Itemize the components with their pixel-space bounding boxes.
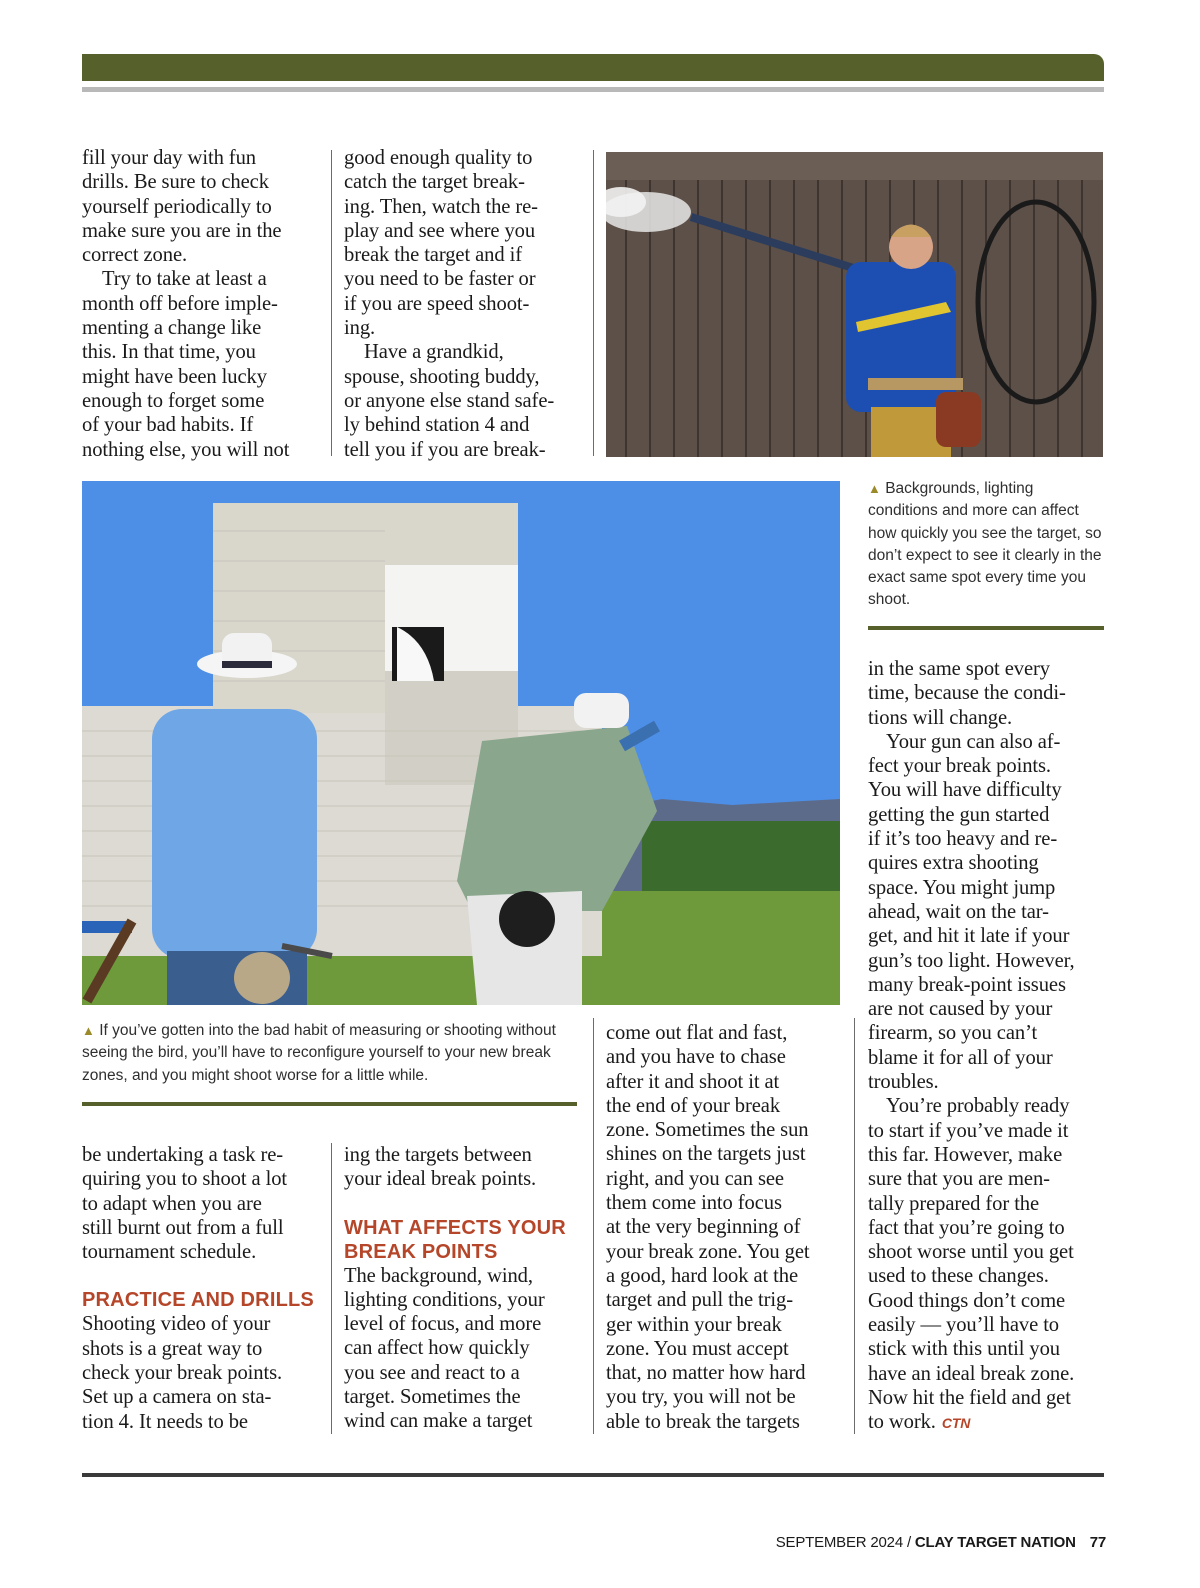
text-line: this far. However, make [868, 1143, 1063, 1166]
paragraph [344, 340, 589, 461]
text-line: You will have difficulty [868, 779, 1062, 802]
paragraph [344, 146, 589, 340]
text-line: or anyone else stand safe- [344, 389, 555, 412]
text-line: good enough quality to [344, 147, 533, 169]
text-line: Try to take at least a [102, 268, 267, 291]
text-line: Now hit the field and get [868, 1386, 1071, 1409]
text-line: Good things don’t come [868, 1289, 1066, 1312]
text-line: of your bad habits. If [82, 414, 254, 437]
column-2-bottom [344, 1143, 589, 1434]
paragraph [82, 1312, 322, 1433]
column-divider [854, 1018, 855, 1434]
caption-text: Backgrounds, lighting conditions and more can affect how quickly you see the target, so don’t expect to see it clearly in the exact same spot every time you shoot. [868, 480, 1102, 609]
text-line: after it and shoot it at [606, 1070, 780, 1093]
caption-rule [868, 626, 1104, 630]
text-line: Set up a camera on sta- [82, 1386, 272, 1409]
column-2-top [344, 146, 589, 462]
paragraph [82, 1143, 322, 1264]
paragraph [606, 1021, 846, 1434]
text-line: you need to be faster or [344, 268, 536, 291]
fence-shooter-illustration [606, 152, 1103, 457]
text-line: tions will change. [868, 706, 1013, 729]
text-line: play and see where you [344, 219, 536, 242]
text-line: still burnt out from a full [82, 1216, 284, 1239]
page-footer [776, 1534, 1106, 1551]
header-band [82, 54, 1104, 81]
caption-text: If you’ve gotten into the bad habit of measuring or shooting without seeing the bird, you’ll have to reconfigure yourself to your new break zones, and you might shoot worse for a little while. [82, 1022, 556, 1084]
text-line: easily — you’ll have to [868, 1314, 1060, 1337]
footer-separator: / [906, 1534, 911, 1551]
text-line: your break zone. You get [606, 1240, 810, 1263]
text-line: and you have to chase [606, 1046, 786, 1069]
text-line: them come into focus [606, 1192, 782, 1215]
text-line: nothing else, you will not [82, 438, 290, 461]
section-heading-practice: PRACTICE AND DRILLS [82, 1289, 314, 1312]
photo-shooter-fence [606, 152, 1103, 457]
column-1-top [82, 146, 322, 462]
paragraph [868, 1094, 1108, 1435]
heading-line: BREAK POINTS [344, 1240, 498, 1263]
text-line: ly behind station 4 and [344, 414, 530, 437]
footer-rule [82, 1473, 1104, 1477]
text-line: ahead, wait on the tar- [868, 900, 1049, 923]
text-line: tell you if you are break- [344, 438, 546, 461]
text-line: Your gun can also af- [886, 730, 1061, 753]
text-line: ing. Then, watch the re- [344, 195, 538, 218]
text-line: be undertaking a task re- [82, 1144, 284, 1166]
text-line: zone. Sometimes the sun [606, 1119, 809, 1142]
text-line: sure that you are men- [868, 1168, 1050, 1191]
text-line: target and pull the trig- [606, 1289, 793, 1312]
text-line: tournament schedule. [82, 1241, 257, 1264]
text-line: quires extra shooting [868, 852, 1039, 875]
column-divider [593, 1018, 594, 1434]
text-line: if it’s too heavy and re- [868, 828, 1058, 851]
text-line: troubles. [868, 1071, 939, 1094]
text-line: used to these changes. [868, 1265, 1049, 1288]
text-line: are not caused by your [868, 998, 1053, 1021]
text-line: yourself periodically to [82, 195, 272, 218]
text-line: break the target and if [344, 244, 523, 267]
caption-rule [82, 1102, 577, 1106]
text-line: shoot worse until you get [868, 1241, 1074, 1264]
trap-house-illustration [82, 481, 840, 1005]
text-line: quiring you to shoot a lot [82, 1168, 288, 1191]
paragraph [82, 146, 322, 267]
column-divider [593, 150, 594, 456]
text-line: fill your day with fun [82, 147, 256, 169]
text-line: many break-point issues [868, 973, 1066, 996]
text-line: at the very beginning of [606, 1216, 801, 1239]
text-line: gun’s too light. However, [868, 949, 1075, 972]
text-line: getting the gun started [868, 803, 1050, 826]
heading-line: WHAT AFFECTS YOUR [344, 1216, 566, 1239]
page-number: 77 [1089, 1534, 1106, 1551]
column-divider [331, 1143, 332, 1434]
header-rule [82, 87, 1104, 92]
text-line: tion 4. It needs to be [82, 1410, 248, 1433]
text-line: make sure you are in the [82, 219, 282, 242]
text-line: if you are speed shoot- [344, 292, 530, 315]
text-line: have an ideal break zone. [868, 1362, 1075, 1385]
text-line: ing the targets between [344, 1144, 532, 1166]
text-line: in the same spot every [868, 658, 1050, 680]
text-line: level of focus, and more [344, 1313, 542, 1336]
text-line: you try, you will not be [606, 1386, 796, 1409]
text-line: might have been lucky [82, 365, 267, 388]
text-line: catch the target break- [344, 171, 525, 194]
text-line: Have a grandkid, [364, 341, 504, 364]
paragraph [82, 267, 322, 461]
caption-triangle-icon: ▲ [82, 1023, 95, 1038]
paragraph [344, 1264, 589, 1434]
text-line: firearm, so you can’t [868, 1022, 1038, 1045]
text-line: blame it for all of your [868, 1046, 1053, 1069]
text-line: month off before imple- [82, 292, 278, 315]
text-line: ger within your break [606, 1313, 782, 1336]
caption-triangle-icon: ▲ [868, 481, 881, 496]
text-line: you see and react to a [344, 1361, 520, 1384]
magazine-name: CLAY TARGET NATION [914, 1534, 1076, 1551]
column-4 [868, 657, 1108, 1436]
text-line: that, no matter how hard [606, 1362, 806, 1385]
text-line: target. Sometimes the [344, 1386, 521, 1409]
text-fragment: to work. [868, 1411, 936, 1434]
text-line: You’re probably ready [886, 1095, 1070, 1118]
text-line: time, because the condi- [868, 682, 1066, 705]
text-line: fact that you’re going to [868, 1216, 1065, 1239]
caption-left [82, 1020, 577, 1087]
issue-date: SEPTEMBER 2024 [775, 1534, 903, 1551]
text-line: shines on the targets just [606, 1143, 806, 1166]
text-line: come out flat and fast, [606, 1022, 788, 1044]
text-line [868, 1410, 1108, 1435]
text-line: Shooting video of your [82, 1313, 271, 1336]
text-line: a good, hard look at the [606, 1264, 799, 1287]
text-line: able to break the targets [606, 1410, 800, 1433]
column-3 [606, 1021, 846, 1434]
text-line: spouse, shooting buddy, [344, 365, 540, 388]
paragraph [344, 1143, 589, 1192]
text-line: lighting conditions, your [344, 1288, 545, 1311]
text-line: zone. You must accept [606, 1337, 789, 1360]
section-heading-affects [344, 1216, 589, 1264]
paragraph [868, 730, 1108, 1094]
text-line: right, and you can see [606, 1167, 784, 1190]
text-line: space. You might jump [868, 876, 1056, 899]
text-line: the end of your break [606, 1094, 781, 1117]
paragraph [868, 657, 1108, 730]
end-mark: CTN [941, 1415, 971, 1432]
column-1-bottom [82, 1143, 322, 1434]
caption-right [868, 478, 1104, 612]
text-line: fect your break points. [868, 755, 1051, 778]
text-line: to adapt when you are [82, 1192, 262, 1215]
text-line: The background, wind, [344, 1264, 533, 1287]
text-line: tally prepared for the [868, 1192, 1040, 1215]
text-line: stick with this until you [868, 1338, 1061, 1361]
text-line: menting a change like [82, 317, 262, 340]
text-line: correct zone. [82, 244, 188, 267]
text-line: this. In that time, you [82, 341, 256, 364]
text-line: shots is a great way to [82, 1337, 263, 1360]
text-line: enough to forget some [82, 389, 265, 412]
text-line: wind can make a target [344, 1410, 533, 1433]
column-divider [331, 150, 332, 456]
text-line: your ideal break points. [344, 1168, 537, 1191]
photo-trap-house [82, 481, 840, 1005]
text-line: check your break points. [82, 1362, 283, 1385]
text-line: can affect how quickly [344, 1337, 530, 1360]
text-line: get, and hit it late if your [868, 925, 1070, 948]
text-line: to start if you’ve made it [868, 1119, 1069, 1142]
text-line: ing. [344, 317, 376, 340]
text-line: drills. Be sure to check [82, 171, 269, 194]
